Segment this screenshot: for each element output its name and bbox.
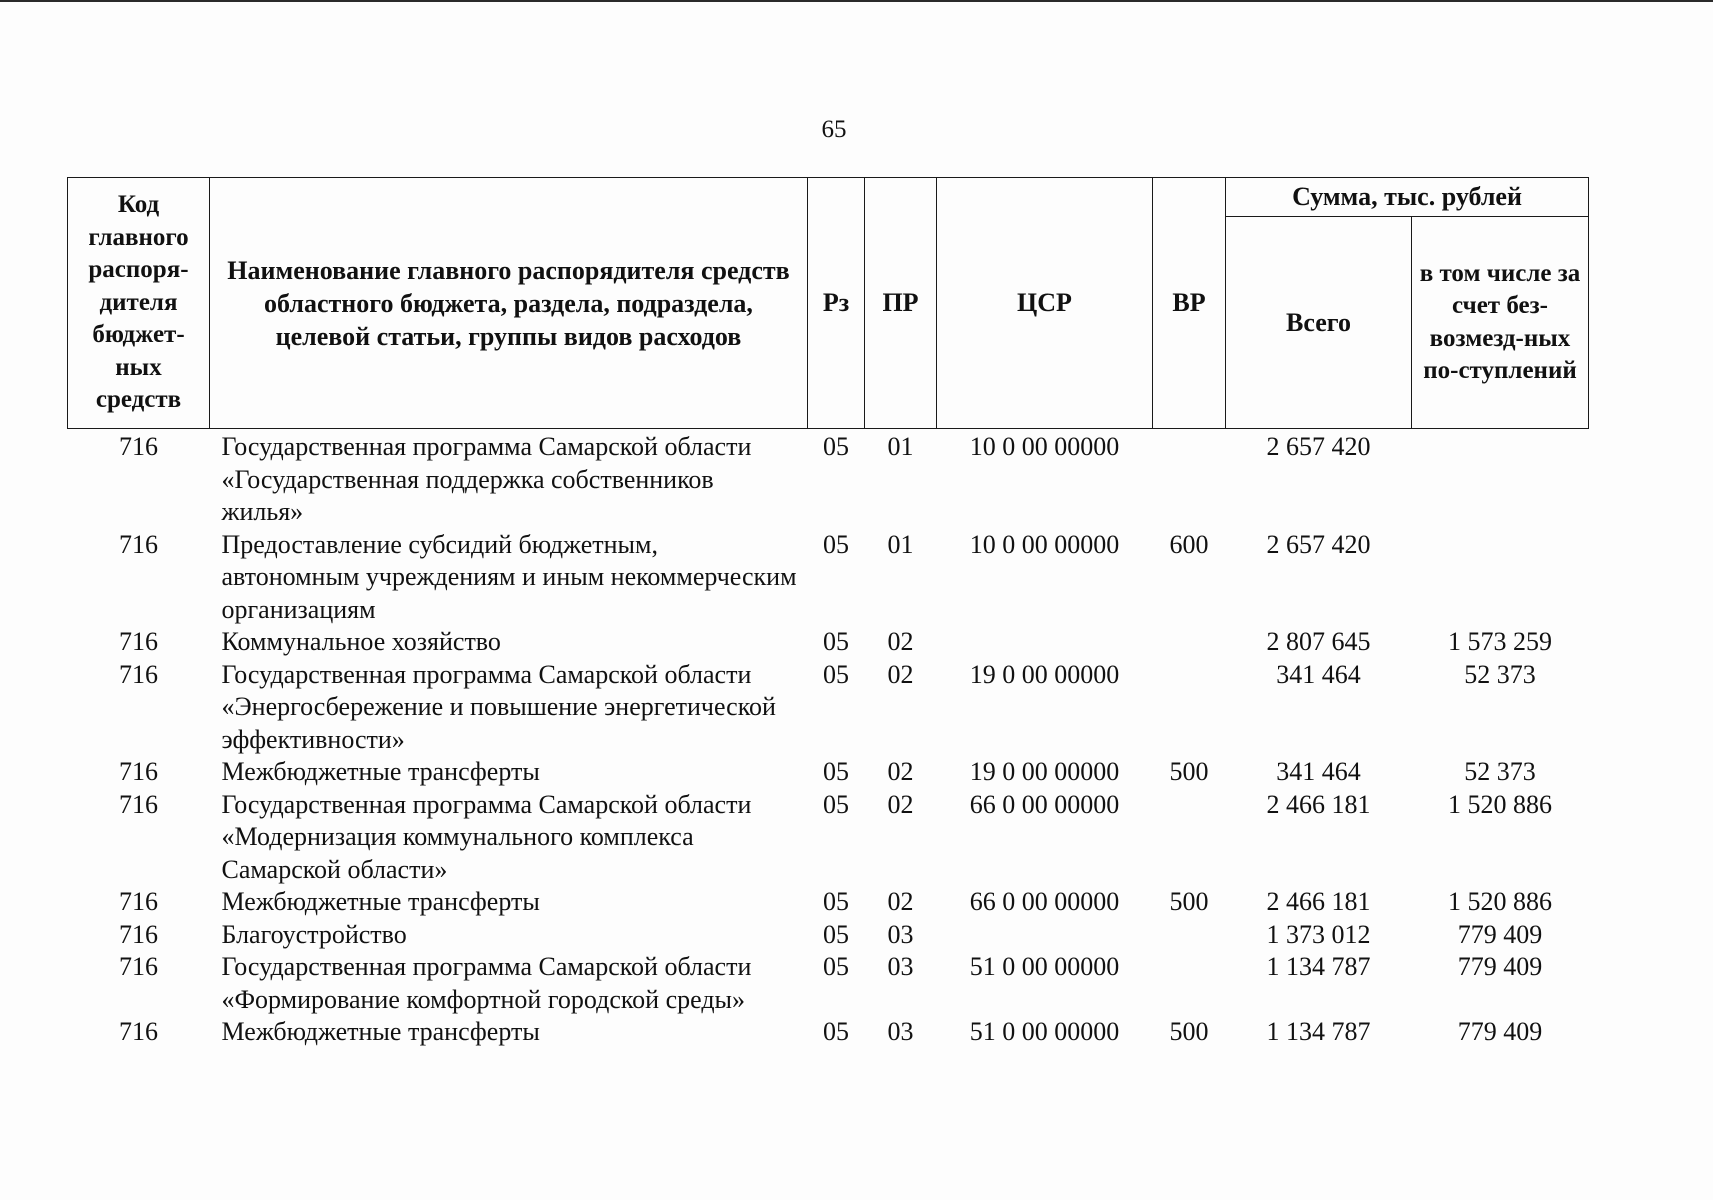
row-rz: 05	[823, 919, 849, 949]
row-code: 716	[119, 627, 158, 656]
row-vr: 600	[1169, 529, 1209, 559]
row-rz: 05	[823, 789, 849, 819]
row-csr	[937, 919, 1153, 952]
row-grant: 52 373	[1464, 659, 1536, 689]
header-vr: ВР	[1153, 178, 1226, 429]
row-csr: 66 0 00 00000	[969, 887, 1120, 916]
header-name: Наименование главного распорядителя средств областного бюджета, раздела, подраздела, целевой статьи, группы видов расходов	[210, 178, 808, 429]
row-pr: 03	[887, 919, 914, 949]
table-row	[68, 659, 1589, 757]
table-body	[68, 429, 1589, 1049]
table-row	[68, 919, 1589, 952]
row-total: 2 657 420	[1266, 529, 1371, 559]
row-name: Межбюджетные трансферты	[221, 1017, 540, 1046]
row-rz: 05	[823, 887, 849, 916]
row-total: 1 373 012	[1266, 919, 1371, 949]
row-name: Государственная программа Самарской области «Модернизация коммунального комплекса Самарской области»	[221, 789, 752, 884]
row-name: Государственная программа Самарской области «Формирование комфортной городской среды»	[221, 952, 752, 1014]
row-vr: 500	[1169, 887, 1209, 916]
row-name: Межбюджетные трансферты	[221, 757, 540, 786]
table-row	[68, 756, 1589, 789]
row-pr: 02	[887, 659, 914, 689]
row-csr: 19 0 00 00000	[969, 659, 1120, 689]
row-code: 716	[119, 432, 158, 461]
row-pr: 02	[887, 789, 914, 819]
table-header	[68, 178, 1589, 429]
row-grant	[1412, 529, 1589, 627]
row-rz: 05	[823, 432, 849, 461]
budget-table	[67, 177, 1589, 1049]
row-code: 716	[119, 1017, 158, 1046]
row-pr: 02	[887, 887, 914, 916]
row-csr: 19 0 00 00000	[969, 757, 1120, 786]
row-code: 716	[119, 757, 158, 786]
row-vr	[1153, 789, 1226, 887]
header-code: Код главного распоря-дителя бюджет-ных средств	[68, 178, 210, 429]
row-grant: 779 409	[1457, 919, 1543, 949]
row-csr: 51 0 00 00000	[969, 1017, 1120, 1046]
row-csr: 66 0 00 00000	[969, 789, 1120, 819]
row-pr: 02	[887, 757, 914, 786]
row-grant: 779 409	[1457, 1017, 1543, 1046]
row-pr: 01	[887, 432, 914, 461]
row-csr	[937, 626, 1153, 659]
row-pr: 01	[887, 529, 914, 559]
row-rz: 05	[823, 659, 849, 689]
header-pr: ПР	[865, 178, 937, 429]
row-total: 2 807 645	[1266, 627, 1371, 656]
row-csr: 10 0 00 00000	[969, 432, 1120, 461]
row-rz: 05	[823, 952, 849, 981]
row-grant: 779 409	[1457, 952, 1543, 981]
row-total: 341 464	[1276, 659, 1361, 689]
header-rz: Рз	[808, 178, 865, 429]
header-sum-group: Сумма, тыс. рублей	[1226, 178, 1589, 217]
row-rz: 05	[823, 529, 849, 559]
row-name: Государственная программа Самарской области «Государственная поддержка собственников жилья»	[221, 432, 752, 526]
row-vr: 500	[1169, 757, 1209, 786]
row-name: Благоустройство	[221, 919, 407, 949]
row-code: 716	[119, 529, 158, 559]
row-name: Коммунальное хозяйство	[221, 627, 501, 656]
row-code: 716	[119, 659, 158, 689]
header-csr: ЦСР	[937, 178, 1153, 429]
table-row	[68, 626, 1589, 659]
table-row	[68, 1016, 1589, 1049]
row-grant: 52 373	[1464, 757, 1536, 786]
row-total: 2 466 181	[1266, 887, 1371, 916]
row-code: 716	[119, 952, 158, 981]
row-grant	[1412, 429, 1589, 529]
row-vr	[1153, 429, 1226, 529]
row-vr	[1153, 659, 1226, 757]
row-code: 716	[119, 789, 158, 819]
top-edge-rule	[0, 0, 1713, 2]
row-vr	[1153, 919, 1226, 952]
row-rz: 05	[823, 627, 849, 656]
row-rz: 05	[823, 1017, 849, 1046]
row-vr: 500	[1169, 1017, 1209, 1046]
row-code: 716	[119, 887, 158, 916]
row-name: Межбюджетные трансферты	[221, 887, 540, 916]
table-row	[68, 886, 1589, 919]
row-grant: 1 573 259	[1448, 627, 1552, 656]
row-pr: 02	[887, 627, 914, 656]
row-grant: 1 520 886	[1448, 789, 1552, 819]
row-vr	[1153, 951, 1226, 1016]
row-vr	[1153, 626, 1226, 659]
row-total: 2 466 181	[1266, 789, 1371, 819]
table-row	[68, 429, 1589, 529]
table-row	[68, 951, 1589, 1016]
table-row	[68, 789, 1589, 887]
row-name: Предоставление субсидий бюджетным, автономным учреждениям и иным некоммерческим организациям	[221, 529, 797, 624]
row-csr: 10 0 00 00000	[969, 529, 1120, 559]
header-total: Всего	[1226, 217, 1412, 429]
row-pr: 03	[887, 952, 914, 981]
table-row	[68, 529, 1589, 627]
row-rz: 05	[823, 757, 849, 786]
row-total: 1 134 787	[1266, 952, 1371, 981]
row-code: 716	[119, 919, 158, 949]
row-total: 2 657 420	[1266, 432, 1371, 461]
header-grant: в том числе за счет без-возмезд-ных по-ступлений	[1412, 217, 1589, 429]
row-grant: 1 520 886	[1448, 887, 1552, 916]
page-number: 65	[821, 116, 847, 143]
row-name: Государственная программа Самарской области «Энергосбережение и повышение энергетической эффективности»	[221, 659, 776, 754]
row-total: 1 134 787	[1266, 1017, 1371, 1046]
row-total: 341 464	[1276, 757, 1361, 786]
row-pr: 03	[887, 1017, 914, 1046]
row-csr: 51 0 00 00000	[969, 952, 1120, 981]
